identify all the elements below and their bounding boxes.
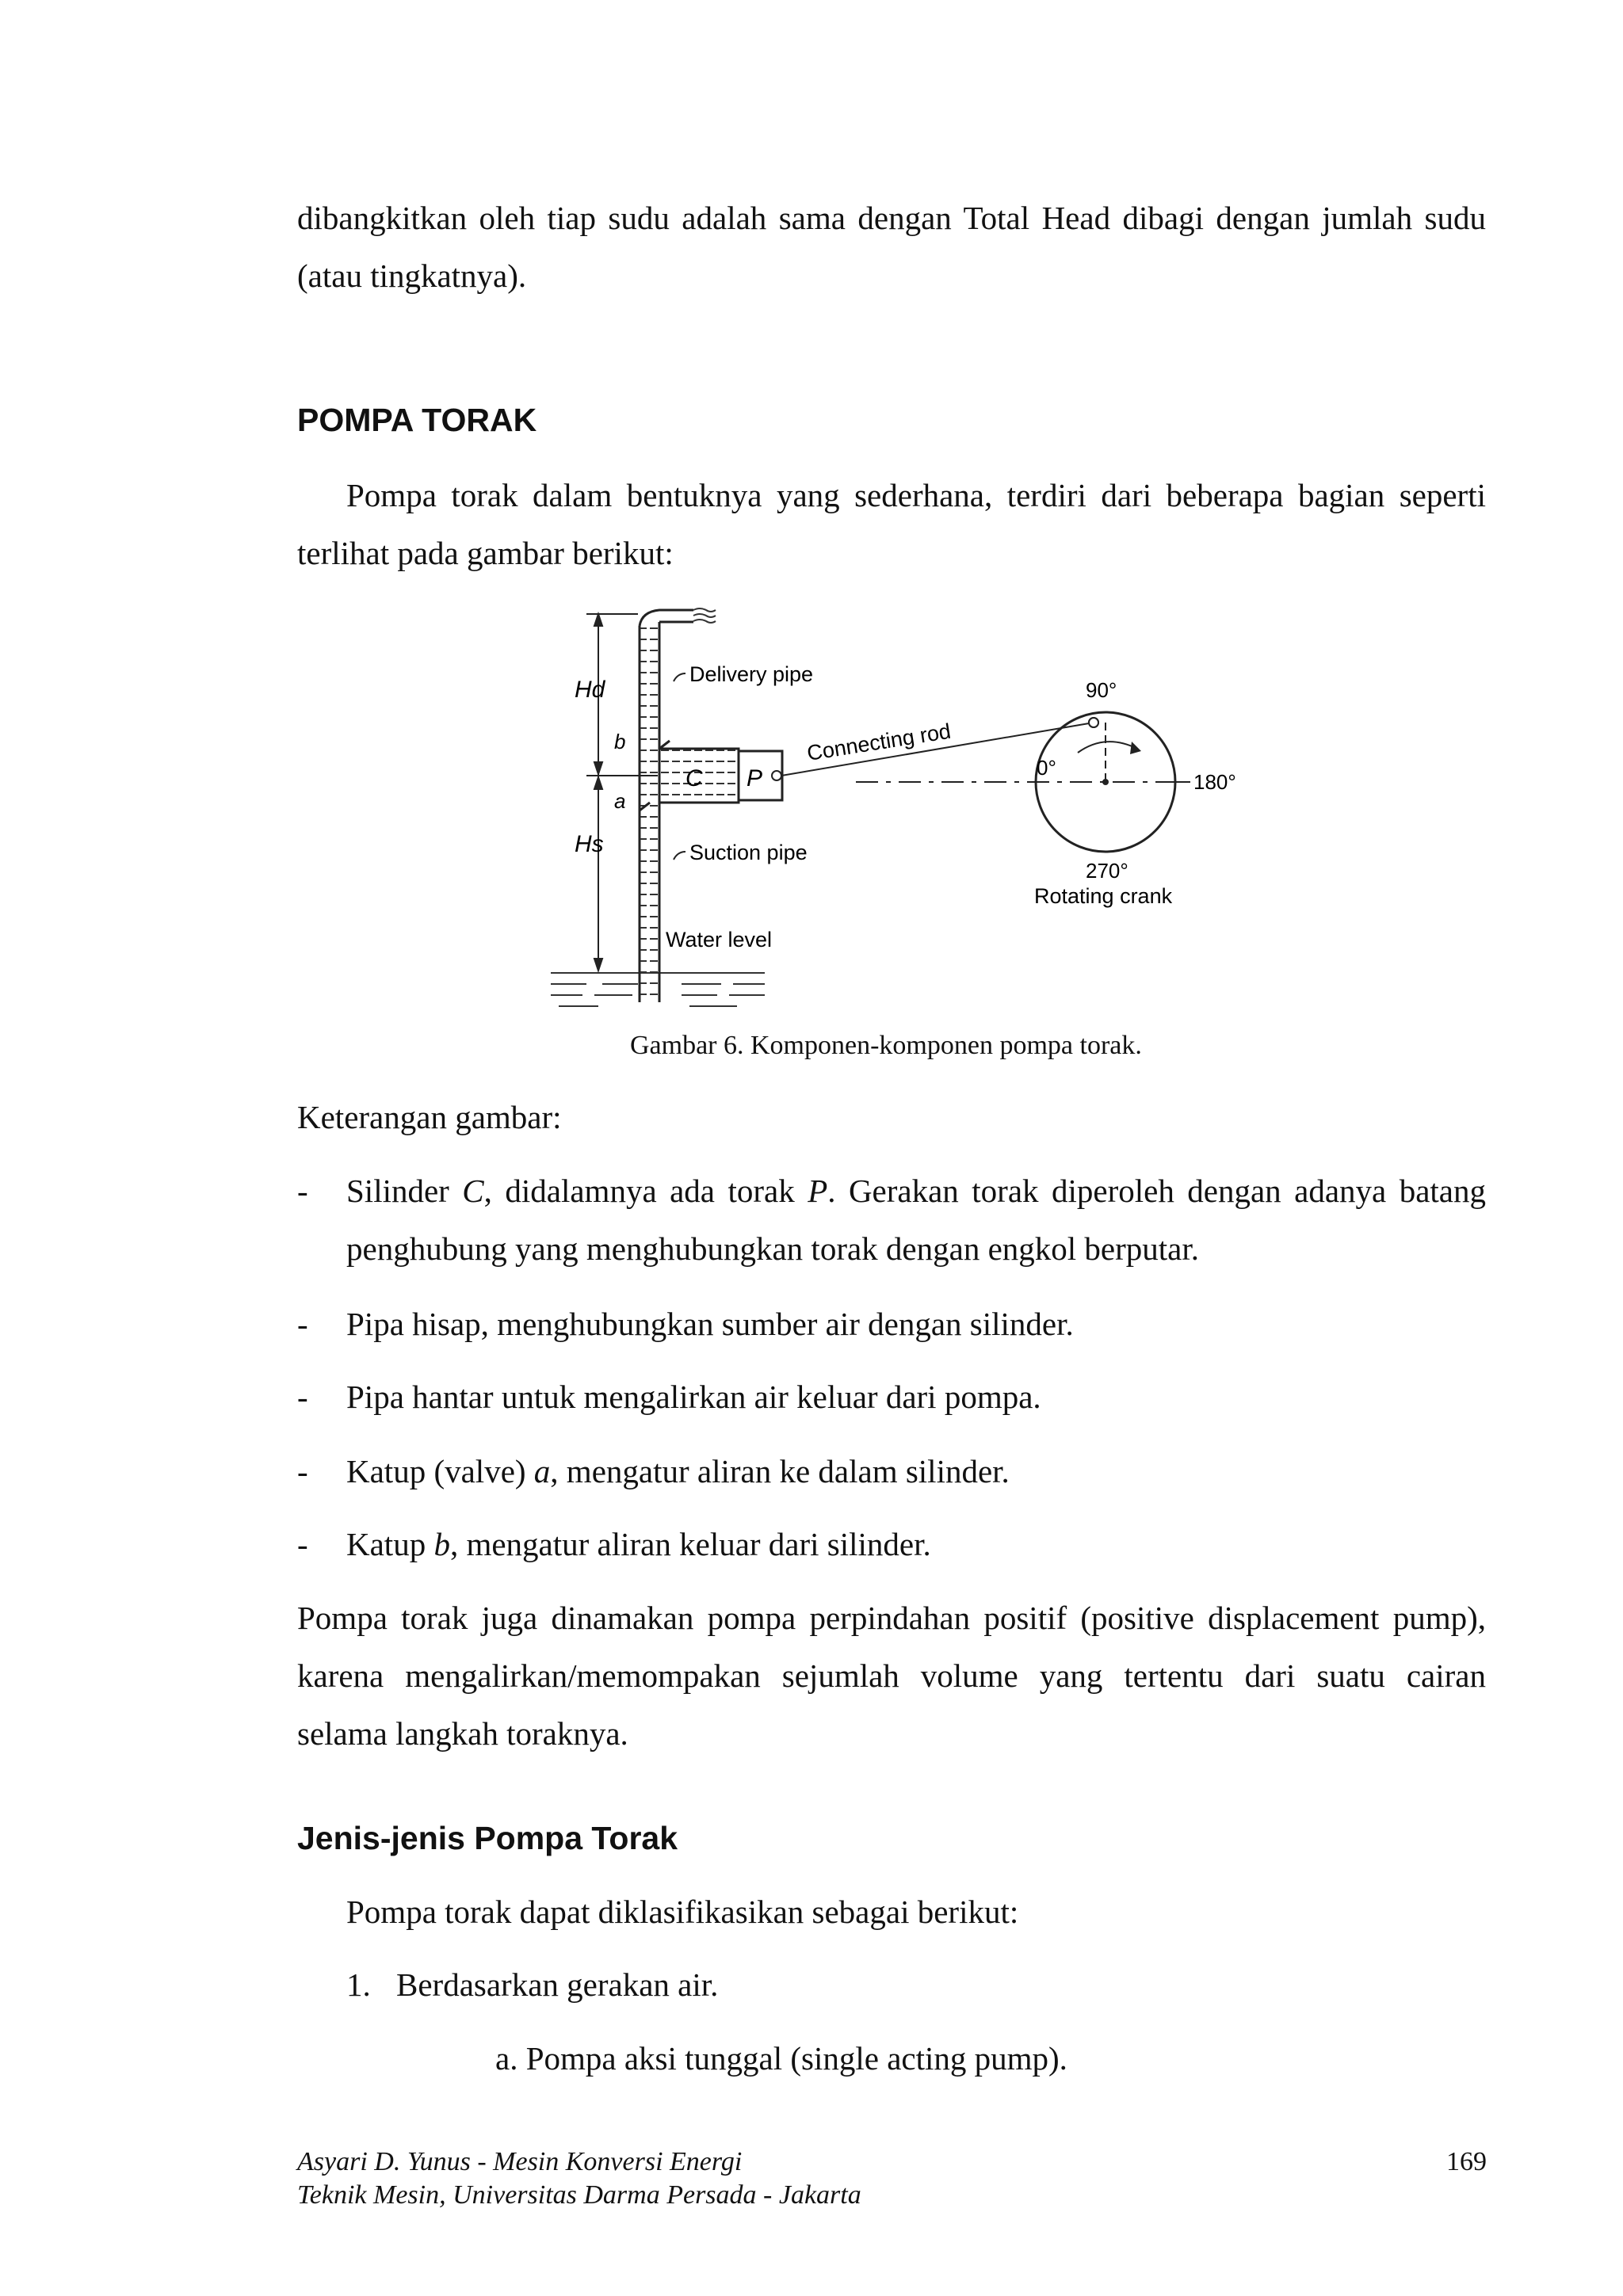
figure-caption: Gambar 6. Komponen-komponen pompa torak. — [630, 1031, 1142, 1060]
page-number: 169 — [1446, 2147, 1487, 2176]
label-rotating-crank: Rotating crank — [1034, 884, 1173, 908]
bullet-dash: - — [297, 1453, 308, 1489]
label-p: P — [747, 765, 763, 791]
label-delivery-pipe: Delivery pipe — [689, 662, 814, 686]
label-270-deg: 270° — [1086, 859, 1128, 883]
intro-line-2: (atau tingkatnya). — [297, 257, 527, 294]
section1-para-line-2: terlihat pada gambar berikut: — [297, 535, 674, 571]
para2-line-3: selama langkah toraknya. — [297, 1715, 628, 1752]
rotation-arrow — [1078, 742, 1137, 753]
label-90-deg: 90° — [1086, 678, 1117, 702]
section-heading-pompa-torak: POMPA TORAK — [297, 402, 537, 438]
sub-item-a: a. Pompa aksi tunggal (single acting pump). — [495, 2040, 1067, 2077]
pump-diagram — [539, 578, 1252, 1010]
intro-line-1: dibangkitkan oleh tiap sudu adalah sama dengan Total Head dibagi dengan jumlah sudu — [297, 200, 1486, 236]
label-water-level: Water level — [666, 928, 773, 952]
water-spout — [693, 608, 716, 623]
bullet-5: Katup b, mengatur aliran keluar dari silinder. — [346, 1526, 931, 1562]
label-a: a — [614, 789, 626, 813]
bullet-dash: - — [297, 1379, 308, 1415]
bullet-dash: - — [297, 1306, 308, 1342]
label-180-deg: 180° — [1193, 770, 1236, 794]
label-hs: Hs — [575, 831, 604, 857]
bullet-1-line-2: penghubung yang menghubungkan torak dengan engkol berputar. — [346, 1230, 1199, 1267]
keterangan-title: Keterangan gambar: — [297, 1099, 562, 1135]
bullet-dash: - — [297, 1173, 308, 1209]
label-connecting-rod: Connecting rod — [805, 719, 953, 765]
label-0-deg: 0° — [1037, 756, 1056, 780]
footer-author: Asyari D. Yunus - Mesin Konversi Energi — [297, 2147, 743, 2176]
bullet-3: Pipa hantar untuk mengalirkan air keluar dari pompa. — [346, 1379, 1041, 1415]
label-b: b — [614, 730, 626, 753]
para2-line-1: Pompa torak juga dinamakan pompa perpindahan positif (positive displacement pump), — [297, 1600, 1486, 1636]
bullet-4: Katup (valve) a, mengatur aliran ke dalam silinder. — [346, 1453, 1010, 1489]
section2-intro: Pompa torak dapat diklasifikasikan sebagai berikut: — [346, 1894, 1019, 1930]
section-heading-jenis: Jenis-jenis Pompa Torak — [297, 1820, 678, 1856]
label-c: C — [685, 765, 703, 791]
footer-institution: Teknik Mesin, Universitas Darma Persada - Jakarta — [297, 2180, 861, 2210]
list-item-1: Berdasarkan gerakan air. — [396, 1966, 719, 2003]
para2-line-2: karena mengalirkan/memompakan sejumlah volume yang tertentu dari suatu cairan — [297, 1657, 1486, 1694]
label-hd: Hd — [575, 677, 605, 703]
label-suction-pipe: Suction pipe — [689, 841, 808, 864]
bullet-dash: - — [297, 1526, 308, 1562]
list-number: 1. — [346, 1966, 371, 2003]
bullet-1-line-1: Silinder C, didalamnya ada torak P. Gerakan torak diperoleh dengan adanya batang — [346, 1173, 1486, 1209]
cylinder — [659, 749, 782, 803]
pipe-hatch — [640, 627, 659, 1000]
bullet-2: Pipa hisap, menghubungkan sumber air dengan silinder. — [346, 1306, 1074, 1342]
section1-para-line-1: Pompa torak dalam bentuknya yang sederhana, terdiri dari beberapa bagian seperti — [346, 477, 1486, 513]
